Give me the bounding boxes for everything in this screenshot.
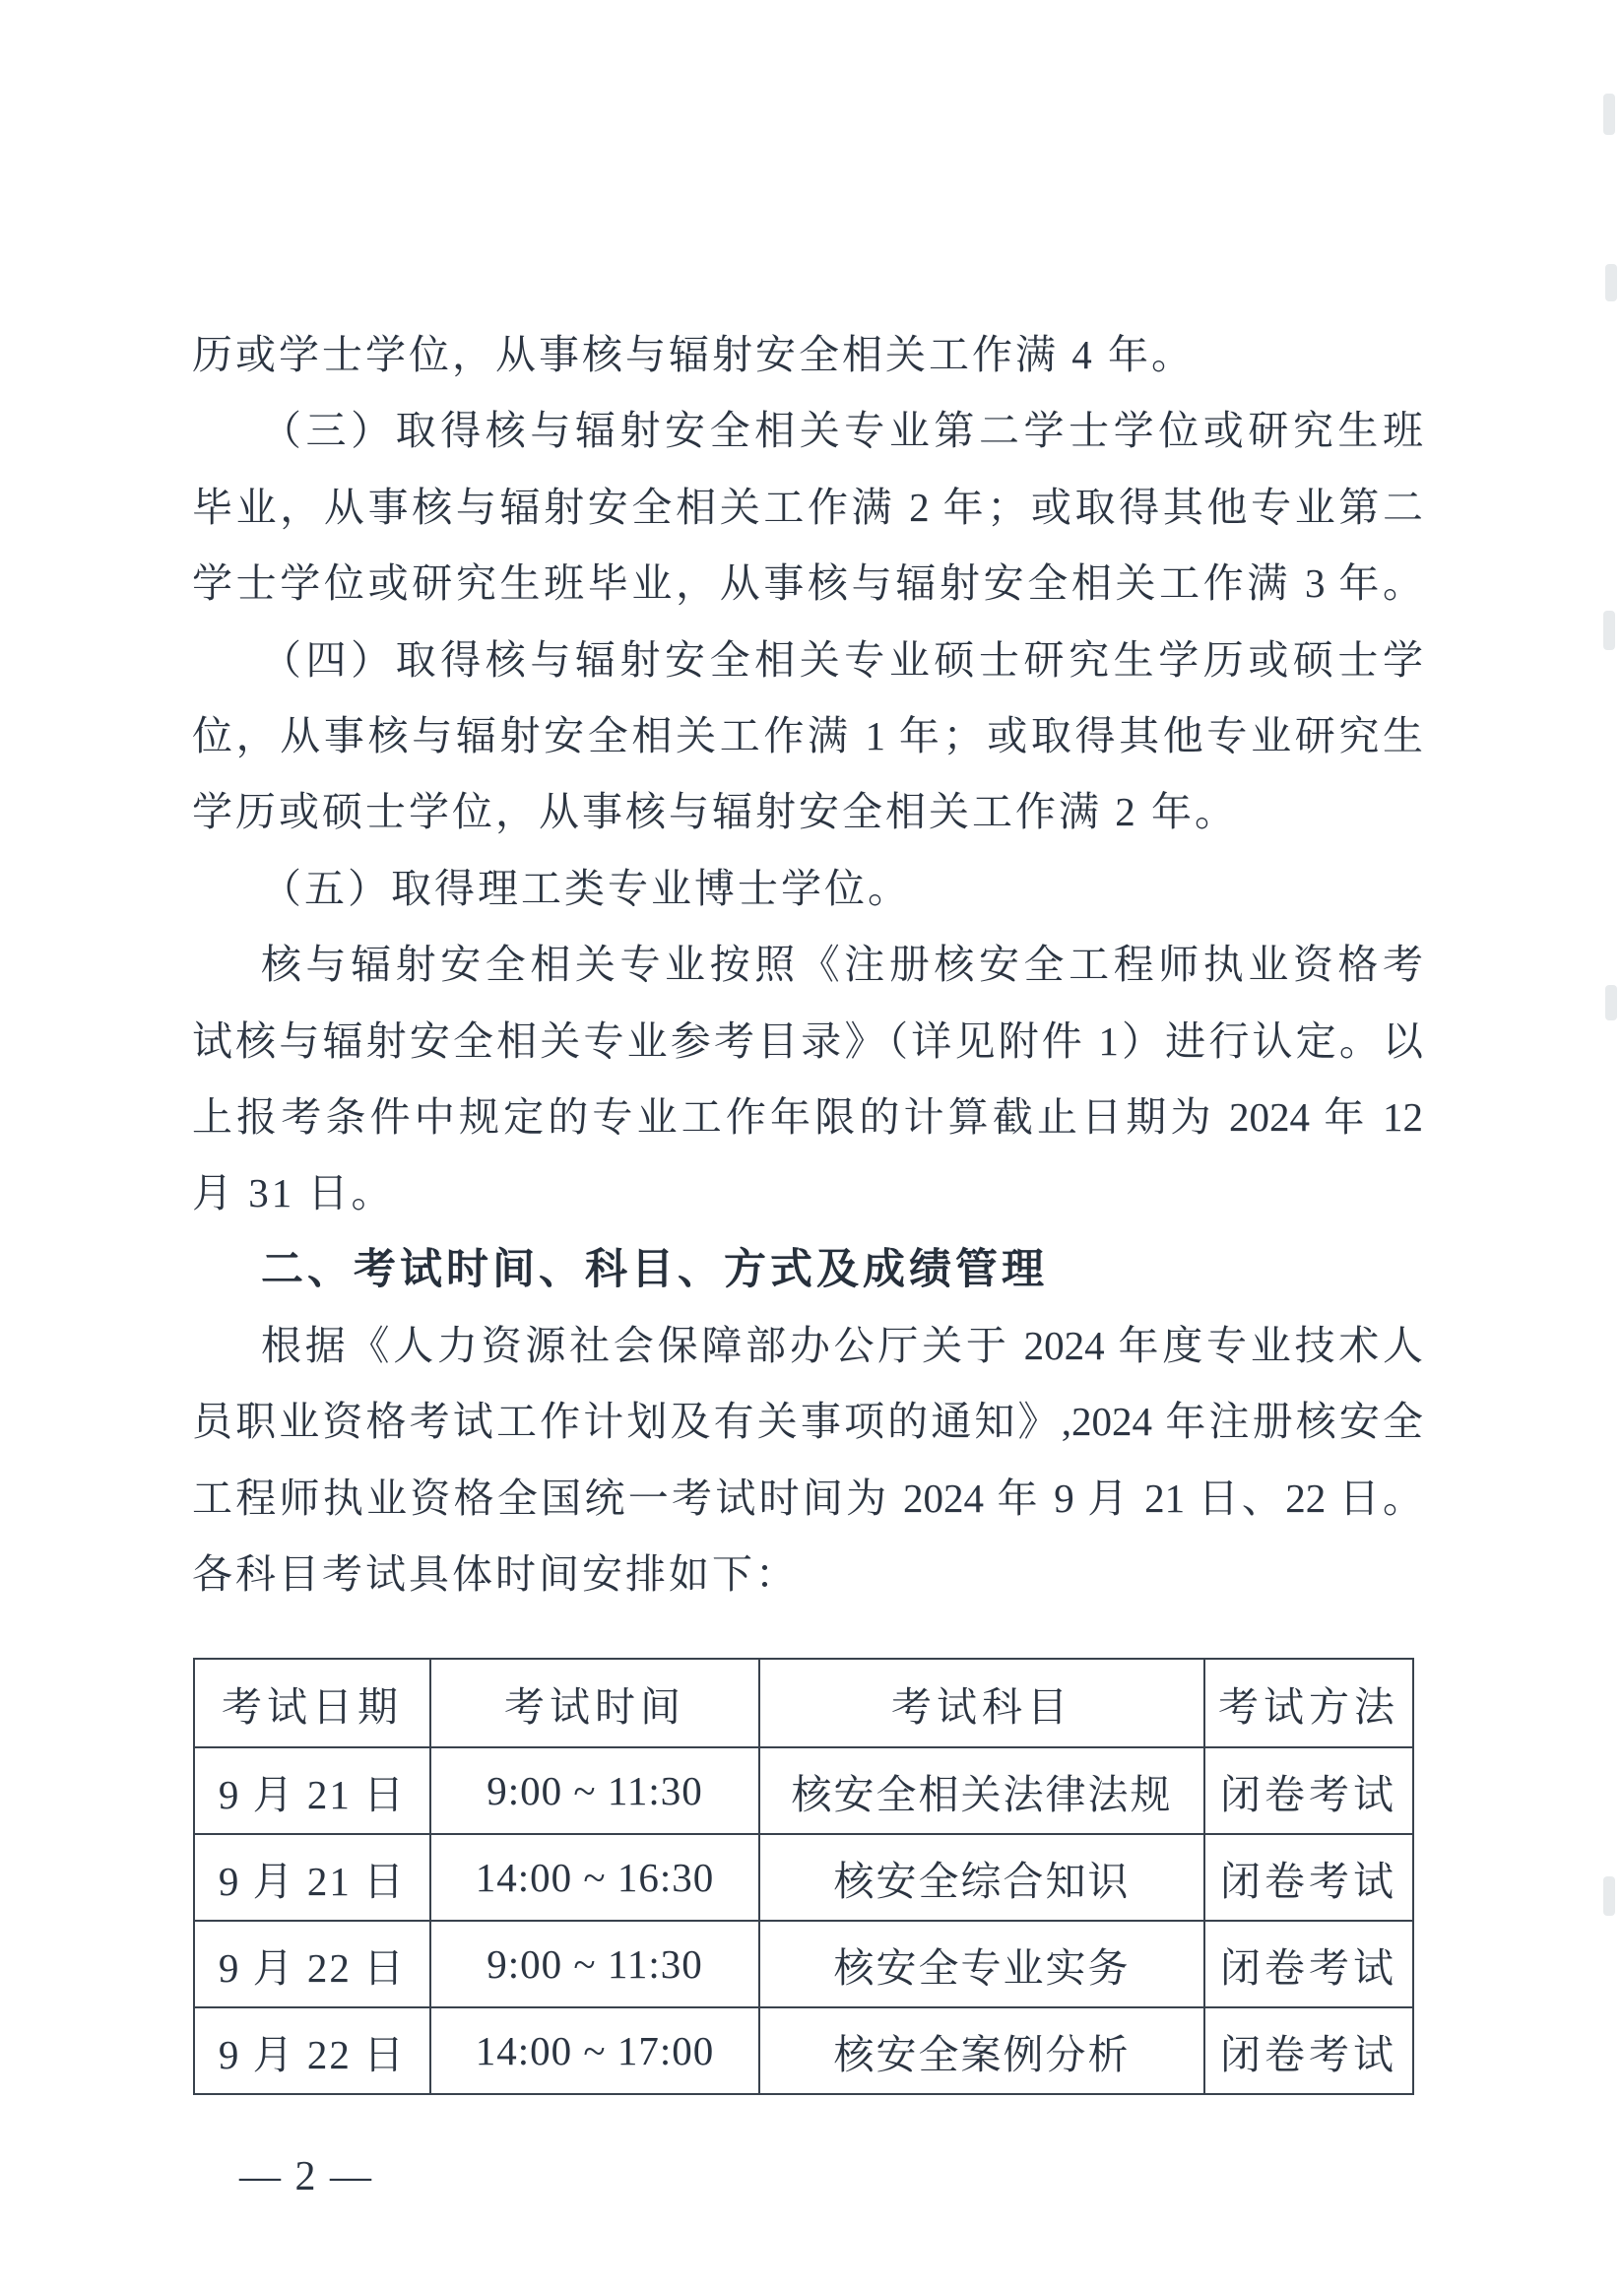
table-header-cell: 考试日期 xyxy=(194,1659,430,1747)
table-cell-time: 14:00 ~ 16:30 xyxy=(430,1834,759,1921)
table-cell-time: 9:00 ~ 11:30 xyxy=(430,1747,759,1834)
table-cell-time: 9:00 ~ 11:30 xyxy=(430,1921,759,2007)
section-heading: 二、考试时间、科目、方式及成绩管理 xyxy=(261,1245,1048,1293)
text-line: 毕业，从事核与辐射安全相关工作满 2 年；或取得其他专业第二 xyxy=(192,484,1423,530)
table-row xyxy=(194,1834,1413,1921)
scan-artifact xyxy=(1603,1876,1615,1916)
table-row xyxy=(194,2007,1413,2094)
text-line: 上报考条件中规定的专业工作年限的计算截止日期为 2024 年 12 xyxy=(192,1093,1423,1140)
exam-schedule-table xyxy=(193,1658,1414,2095)
table-cell-subject: 核安全案例分析 xyxy=(759,2007,1204,2094)
table-row xyxy=(194,1921,1413,2007)
table-cell-date: 9 月 22 日 xyxy=(194,2007,430,2094)
text-line: 员职业资格考试工作计划及有关事项的通知》,2024 年注册核安全 xyxy=(192,1399,1423,1445)
table-cell-date: 9 月 21 日 xyxy=(194,1834,430,1921)
table-cell-subject: 核安全专业实务 xyxy=(759,1921,1204,2007)
table-cell-time: 14:00 ~ 17:00 xyxy=(430,2007,759,2094)
table-cell-subject: 核安全相关法律法规 xyxy=(759,1747,1204,1834)
text-line: 位，从事核与辐射安全相关工作满 1 年；或取得其他专业研究生 xyxy=(192,712,1423,758)
text-line: 月 31 日。 xyxy=(192,1170,395,1216)
table-header-row xyxy=(194,1659,1413,1747)
table-cell-date: 9 月 21 日 xyxy=(194,1747,430,1834)
scan-artifact xyxy=(1603,611,1615,650)
table-cell-date: 9 月 22 日 xyxy=(194,1921,430,2007)
table-cell-method: 闭卷考试 xyxy=(1204,1747,1413,1834)
text-line: （三）取得核与辐射安全相关专业第二学士学位或研究生班 xyxy=(261,408,1423,454)
page-number: — 2 — xyxy=(239,2154,373,2199)
body-text xyxy=(192,317,1423,1613)
table-header-cell: 考试科目 xyxy=(759,1659,1204,1747)
text-line: （五）取得理工类专业博士学位。 xyxy=(261,865,911,911)
text-line: 学士学位或研究生班毕业，从事核与辐射安全相关工作满 3 年。 xyxy=(192,560,1423,607)
scan-artifact xyxy=(1603,94,1615,135)
text-line: 历或学士学位，从事核与辐射安全相关工作满 4 年。 xyxy=(192,332,1195,377)
table-header-cell: 考试时间 xyxy=(430,1659,759,1747)
table-cell-method: 闭卷考试 xyxy=(1204,1834,1413,1921)
text-line: 根据《人力资源社会保障部办公厅关于 2024 年度专业技术人 xyxy=(261,1323,1423,1369)
table-header-cell: 考试方法 xyxy=(1204,1659,1413,1747)
table-cell-method: 闭卷考试 xyxy=(1204,2007,1413,2094)
text-line: 试核与辐射安全相关专业参考目录》（详见附件 1）进行认定。以 xyxy=(192,1017,1423,1064)
table-cell-method: 闭卷考试 xyxy=(1204,1921,1413,2007)
text-line: 各科目考试具体时间安排如下： xyxy=(192,1551,799,1598)
table-row xyxy=(194,1747,1413,1834)
text-line: 工程师执业资格全国统一考试时间为 2024 年 9 月 21 日、22 日。 xyxy=(192,1475,1423,1521)
table-cell-subject: 核安全综合知识 xyxy=(759,1834,1204,1921)
text-line: （四）取得核与辐射安全相关专业硕士研究生学历或硕士学 xyxy=(261,636,1423,683)
text-line: 学历或硕士学位，从事核与辐射安全相关工作满 2 年。 xyxy=(192,789,1238,835)
scan-artifact xyxy=(1605,264,1617,301)
text-line: 核与辐射安全相关专业按照《注册核安全工程师执业资格考 xyxy=(261,942,1423,988)
scan-artifact xyxy=(1605,985,1617,1020)
